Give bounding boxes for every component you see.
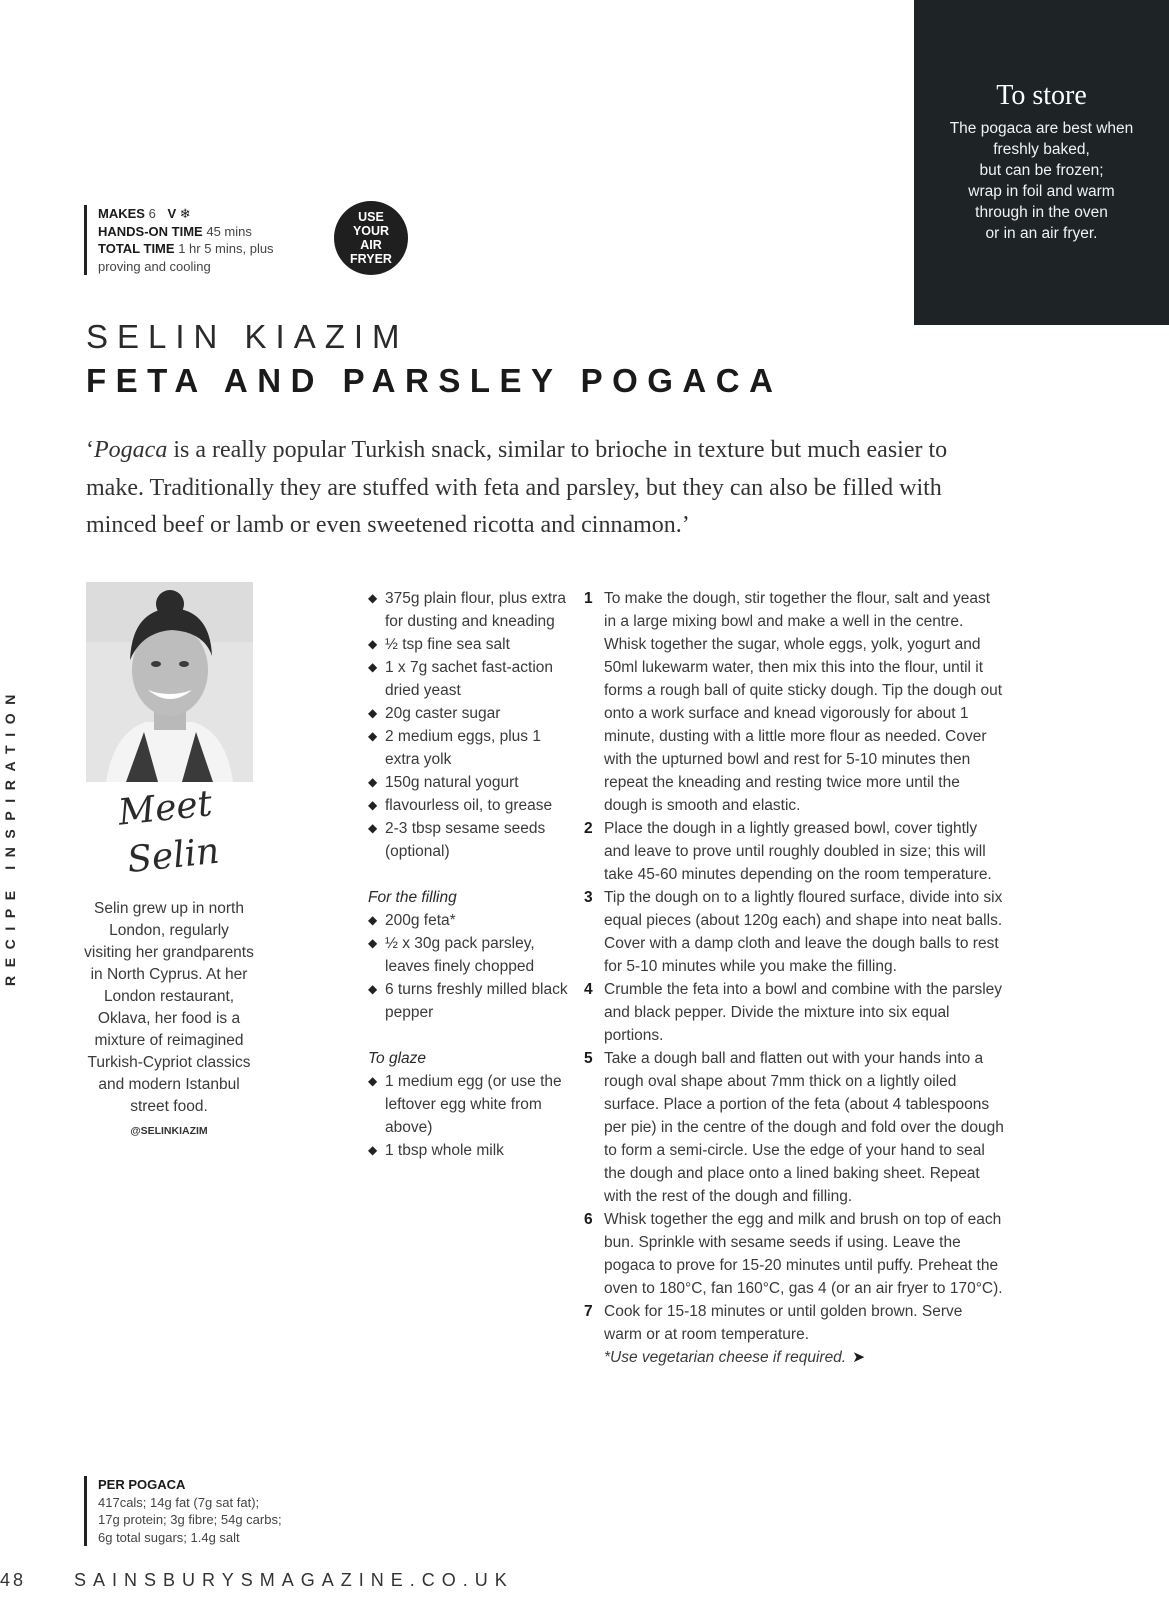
hands-on-label: HANDS-ON TIME xyxy=(98,223,203,239)
intro-text: is a really popular Turkish snack, similar to brioche in texture but much easier to make. Traditionally they are stuffed with feta and parsley, but they can also be filled with minced beef or lamb or even sweetened ricotta and cinnamon.’ xyxy=(86,437,948,538)
to-store-text xyxy=(924,118,1159,244)
intro-italic: Pogaca xyxy=(94,437,168,463)
ingredient-item: ◆ 1 medium egg (or use the leftover egg white from above) xyxy=(368,1070,568,1139)
ingredient-item: ◆ ½ tsp fine sea salt xyxy=(368,633,568,656)
method-steps xyxy=(584,587,1004,1369)
step-number: 3 xyxy=(584,889,593,906)
section-side-label xyxy=(2,646,26,986)
step-text: Whisk together the egg and milk and brush on top of each bun. Sprinkle with sesame seeds if using. Leave the pogaca to prove for 15-20 minutes until puffy. Preheat the oven to 180°C, fan 160°C, gas 4 (or an air fryer to 170°C). xyxy=(604,1211,1003,1297)
recipe-title: FETA AND PARSLEY POGACA xyxy=(86,362,783,399)
to-store-title: To store xyxy=(996,80,1087,111)
social-handle: @SELINKIAZIM xyxy=(130,1125,208,1137)
total-time-value-cont: proving and cooling xyxy=(98,258,211,274)
method-step xyxy=(584,886,1004,978)
step-number: 2 xyxy=(584,820,593,837)
to-store-line: wrap in foil and warm xyxy=(968,183,1115,200)
ingredient-item: ◆ 1 tbsp whole milk xyxy=(368,1139,568,1162)
nutrition-line: 17g protein; 3g fibre; 54g carbs; xyxy=(98,1512,282,1527)
makes-label: MAKES xyxy=(98,206,145,221)
badge-line: YOUR xyxy=(352,224,390,238)
nutrition-line: 6g total sugars; 1.4g salt xyxy=(98,1529,240,1545)
badge-line: USE xyxy=(358,210,384,224)
ingredient-item: ◆ 2 medium eggs, plus 1 extra yolk xyxy=(368,725,568,771)
to-store-line: or in an air fryer. xyxy=(985,225,1098,242)
makes-value: 6 xyxy=(148,206,156,221)
badge-line: FRYER xyxy=(350,252,392,266)
recipe-info xyxy=(84,205,338,275)
note-text: *Use vegetarian cheese if required. xyxy=(604,1349,847,1366)
to-store-line: The pogaca are best when xyxy=(949,120,1134,137)
nutrition-info xyxy=(84,1476,358,1546)
vegetarian-note xyxy=(584,1346,1004,1369)
method-step xyxy=(584,817,1004,886)
ingredient-item: ◆ 6 turns freshly milled black pepper xyxy=(368,978,568,1024)
ingredient-item: ◆ flavourless oil, to grease xyxy=(368,794,568,817)
step-text: To make the dough, stir together the flour, salt and yeast in a large mixing bowl and make a well in the centre. Whisk together the sugar, whole eggs, yolk, yogurt and 50ml lukewarm water, then mix this into the flour, until it forms a rough ball of quite sticky dough. Tip the dough out onto a work surface and knead vigorously for about 1 minute, dusting with a little more flour as needed. Cover with the upturned bowl and rest for 5-10 minutes then repeat the kneading and resting twice more until the dough is smooth and elastic. xyxy=(604,590,1003,814)
method-step xyxy=(584,1047,1004,1208)
step-text: Cook for 15-18 minutes or until golden brown. Serve warm or at room temperature. xyxy=(604,1303,963,1343)
badge-line: AIR xyxy=(360,238,382,252)
meet-selin-script xyxy=(116,777,245,885)
vegetarian-freezable-icon: V ❄ xyxy=(167,206,191,221)
method-step xyxy=(584,1300,1004,1346)
total-time-value: 1 hr 5 mins, plus xyxy=(178,241,274,256)
continue-arrow-icon: ➤ xyxy=(852,1349,866,1366)
total-time-label: TOTAL TIME xyxy=(98,241,175,256)
makes-row xyxy=(98,205,338,223)
method-step xyxy=(584,978,1004,1047)
intro-quote xyxy=(86,432,986,545)
hands-on-row xyxy=(98,223,338,241)
ingredient-item: ◆ 375g plain flour, plus extra for dusting and kneading xyxy=(368,587,568,633)
to-store-line: freshly baked, xyxy=(993,141,1090,158)
nutrition-heading: PER POGACA xyxy=(98,1477,186,1492)
step-number: 7 xyxy=(584,1303,593,1320)
meet-word: Meet xyxy=(116,783,215,834)
method-step xyxy=(584,1208,1004,1300)
author-name: SELIN KIAZIM xyxy=(86,318,409,355)
to-store-line: through in the oven xyxy=(975,204,1108,221)
step-number: 1 xyxy=(584,590,593,607)
step-text: Place the dough in a lightly greased bowl, cover tightly and leave to prove until roughly doubled in size; this will take 45-60 minutes depending on the room temperature. xyxy=(604,820,992,883)
glaze-heading: To glaze xyxy=(368,1050,427,1067)
method-step xyxy=(584,587,1004,817)
nutrition-line: 417cals; 14g fat (7g sat fat); xyxy=(98,1494,260,1510)
ingredient-item: ◆ 1 x 7g sachet fast-action dried yeast xyxy=(368,656,568,702)
ingredient-item: ◆ 2-3 tbsp sesame seeds (optional) xyxy=(368,817,568,863)
chef-photo xyxy=(86,582,253,782)
step-number: 5 xyxy=(584,1050,593,1067)
ingredient-item: ◆ 20g caster sugar xyxy=(368,702,568,725)
meet-name: Selin xyxy=(125,830,222,882)
step-number: 6 xyxy=(584,1211,593,1228)
bio-text: Selin grew up in north London, regularly visiting her grandparents in North Cyprus. At her London restaurant, Oklava, her food is a mixture of reimagined Turkish-Cypriot classics and modern Istanbul street food. xyxy=(84,900,254,1115)
ingredient-item: ◆ 200g feta* xyxy=(368,909,568,932)
filling-heading: For the filling xyxy=(368,889,457,906)
step-text: Take a dough ball and flatten out with your hands into a rough oval shape about 7mm thick on a lightly oiled surface. Place a portion of the feta (about 4 tablespoons per pie) in the centre of the dough and fold over the dough to form a semi-circle. Use the edge of your hand to seal the dough and place onto a lined baking sheet. Repeat with the rest of the dough and filling. xyxy=(604,1050,1004,1205)
intro-open-quote: ‘ xyxy=(86,437,94,463)
side-label-text: RECIPE INSPIRATION xyxy=(2,685,18,986)
ingredients-list xyxy=(368,587,568,1162)
ingredient-item: ◆ ½ x 30g pack parsley, leaves finely chopped xyxy=(368,932,568,978)
chef-portrait-illustration xyxy=(86,582,253,782)
step-number: 4 xyxy=(584,981,593,998)
chef-bio xyxy=(84,898,254,1142)
hands-on-value: 45 mins xyxy=(206,223,252,239)
to-store-line: but can be frozen; xyxy=(979,162,1104,179)
page-number: 48 xyxy=(0,1570,27,1590)
step-text: Crumble the feta into a bowl and combine with the parsley and black pepper. Divide the mixture into six equal portions. xyxy=(604,981,1003,1044)
step-text: Tip the dough on to a lightly floured surface, divide into six equal pieces (about 120g each) and shape into neat balls. Cover with a damp cloth and leave the dough balls to rest for 5-10 minutes while you make the filling. xyxy=(604,889,1003,975)
to-store-box xyxy=(914,0,1169,325)
ingredient-item: ◆ 150g natural yogurt xyxy=(368,771,568,794)
air-fryer-badge xyxy=(334,201,408,275)
total-time-row xyxy=(98,240,338,258)
website-link[interactable]: SAINSBURYSMAGAZINE.CO.UK xyxy=(74,1570,514,1590)
